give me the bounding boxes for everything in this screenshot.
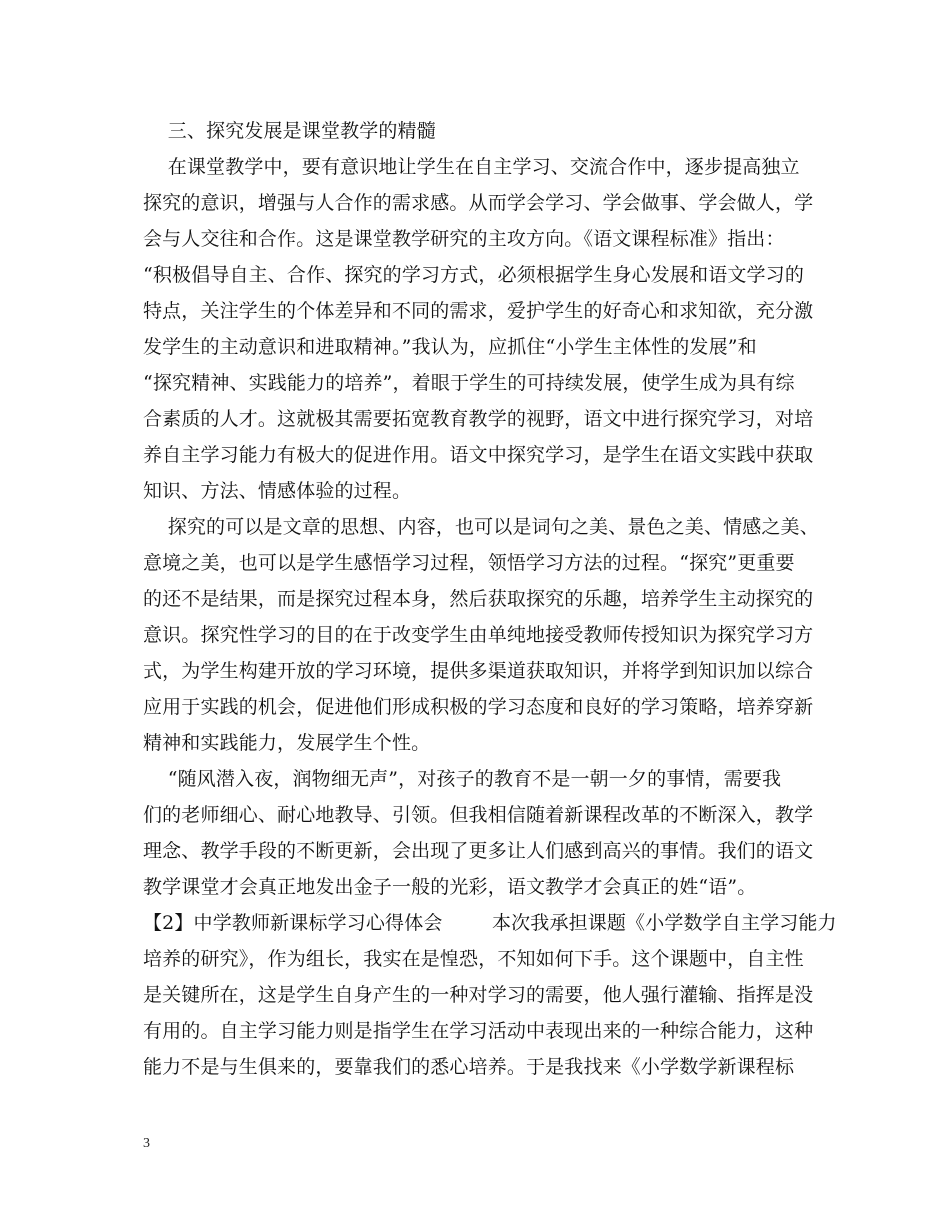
text-line: 应用于实践的机会，促进他们形成积极的学习态度和良好的学习策略，培养穿新 [143,696,814,718]
text-line: 培养的研究》，作为组长，我实在是惶恐，不知如何下手。这个课题中，自主性 [143,948,804,970]
text-line: “积极倡导自主、合作、探究的学习方式，必须根据学生身心发展和语文学习的 [143,264,804,286]
text-line: 有用的。自主学习能力则是指学生在学习活动中表现出来的一种综合能力，这种 [143,1020,814,1042]
text-line: 会与人交往和合作。这是课堂教学研究的主攻方向。《语文课程标准》指出： [143,228,785,250]
text-line: “随风潜入夜，润物细无声”，对孩子的教育不是一朝一夕的事情，需要我 [143,768,782,790]
heading-section-three: 三、探究发展是课堂教学的精髓 [143,120,436,142]
page-number: 3 [143,1136,150,1151]
text-line: 能力不是与生俱来的，要靠我们的悉心培养。于是我找来《小学数学新课程标 [143,1056,795,1078]
text-line: 养自主学习能力有极大的促进作用。语文中探究学习，是学生在语文实践中获取 [143,444,814,466]
text-line: 理念、教学手段的不断更新，会出现了更多让人们感到高兴的事情。我们的语文 [143,840,814,862]
text-line-section-two-heading: 【2】中学教师新课标学习心得体会 本次我承担课题《小学数学自主学习能力 [143,912,837,934]
text-line: 发学生的主动意识和进取精神。”我认为，应抓住“小学生主体性的发展”和 [143,336,757,358]
text-line: 探究的意识，增强与人合作的需求感。从而学会学习、学会做事、学会做人，学 [143,192,814,214]
text-line: 精神和实践能力，发展学生个性。 [143,732,431,754]
text-line: “探究精神、实践能力的培养”，着眼于学生的可持续发展，使学生成为具有综 [143,372,795,394]
text-line: 意境之美，也可以是学生感悟学习过程，领悟学习方法的过程。“探究”更重要 [143,552,795,574]
text-line: 的还不是结果，而是探究过程本身，然后获取探究的乐趣，培养学生主动探究的 [143,588,814,610]
text-line: 特点，关注学生的个体差异和不同的需求，爱护学生的好奇心和求知欲，充分激 [143,300,814,322]
text-line: 是关键所在，这是学生自身产生的一种对学习的需要，他人强行灌输、指挥是没 [143,984,814,1006]
text-line: 意识。探究性学习的目的在于改变学生由单纯地接受教师传授知识为探究学习方 [143,624,814,646]
text-line: 合素质的人才。这就极其需要拓宽教育教学的视野，语文中进行探究学习，对培 [143,408,814,430]
text-line: 式，为学生构建开放的学习环境，提供多渠道获取知识，并将学到知识加以综合 [143,660,814,682]
text-line: 知识、方法、情感体验的过程。 [143,480,412,502]
text-line: 教学课堂才会真正地发出金子一般的光彩，语文教学才会真正的姓“语”。 [143,876,757,898]
text-line: 在课堂教学中，要有意识地让学生在自主学习、交流合作中，逐步提高独立 [143,156,800,178]
text-line: 探究的可以是文章的思想、内容，也可以是词句之美、景色之美、情感之美、 [143,516,819,538]
text-line: 们的老师细心、耐心地教导、引领。但我相信随着新课程改革的不断深入，教学 [143,804,814,826]
